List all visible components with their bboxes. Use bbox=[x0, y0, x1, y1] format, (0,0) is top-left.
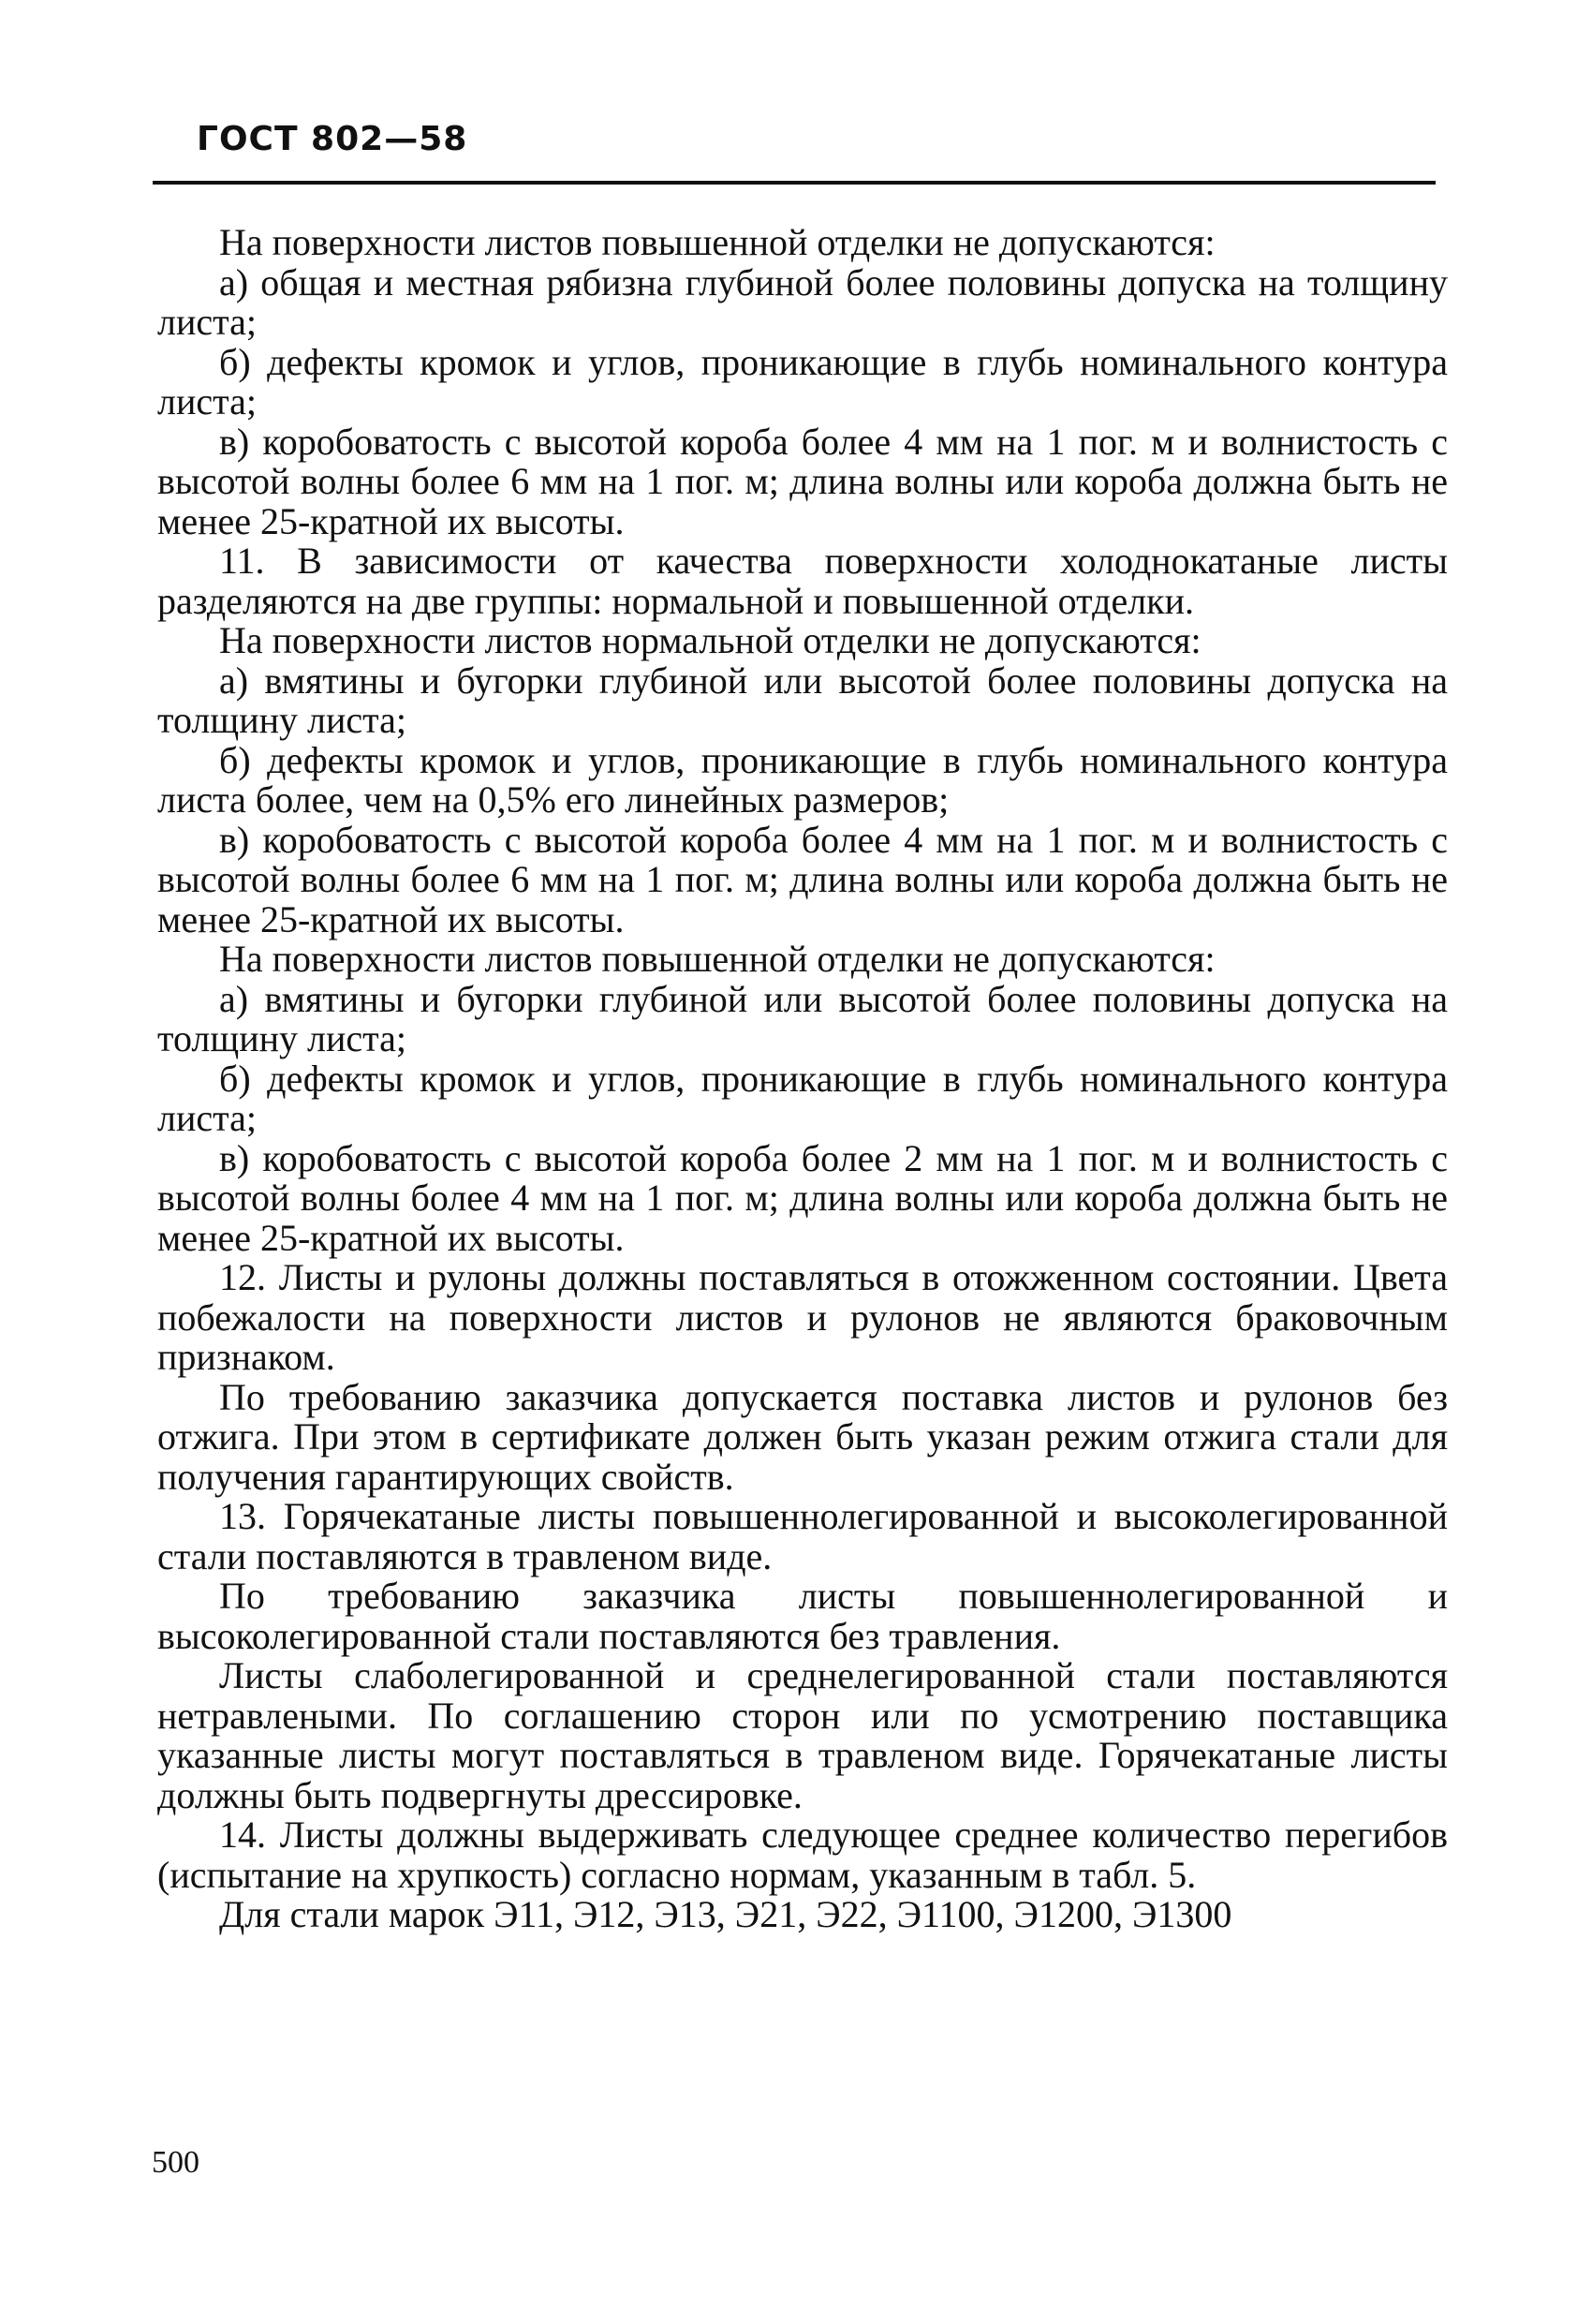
paragraph: в) коробоватость с высотой короба более 4 мм на 1 пог. м и волнистость с высотой волны более 6 мм на 1 пог. м; длина волны или короба должна быть не менее 25-кратной их высоты. bbox=[157, 818, 1448, 940]
paragraph: 14. Листы должны выдерживать следующее среднее количество перегибов (испытание на хрупкость) согласно нормам, указанным в табл. 5. bbox=[157, 1813, 1448, 1896]
document-body bbox=[157, 223, 1448, 1935]
paragraph: б) дефекты кромок и углов, проникающие в глубь номинального контура листа более, чем на 0,5% его линейных размеров; bbox=[157, 738, 1448, 821]
paragraph: 11. В зависимости от качества поверхности холоднокатаные листы разделяются на две группы: нормальной и повышенной отделки. bbox=[157, 540, 1448, 622]
page-number: 500 bbox=[152, 2145, 199, 2180]
paragraph: б) дефекты кромок и углов, проникающие в глубь номинального контура листа; bbox=[157, 340, 1448, 422]
paragraph: Листы слаболегированной и среднелегированной стали поставляются нетравлеными. По соглашению сторон или по усмотрению поставщика указанные листы могут поставляться в травленом виде. Горячекатаные листы должны быть подвергнуты дрессировке. bbox=[157, 1654, 1448, 1816]
paragraph: На поверхности листов повышенной отделки не допускаются: bbox=[219, 938, 1216, 980]
paragraph: а) вмятины и бугорки глубиной или высотой более половины допуска на толщину листа; bbox=[157, 977, 1448, 1059]
paragraph: в) коробоватость с высотой короба более 2 мм на 1 пог. м и волнистость с высотой волны более 4 мм на 1 пог. м; длина волны или короба должна быть не менее 25-кратной их высоты. bbox=[157, 1136, 1448, 1259]
paragraph: По требованию заказчика листы повышеннолегированной и высоколегированной стали поставляются без травления. bbox=[157, 1575, 1448, 1657]
paragraph: 12. Листы и рулоны должны поставляться в отожженном состоянии. Цвета побежалости на поверхности листов и рулонов не являются браковочным признаком. bbox=[157, 1256, 1448, 1378]
paragraph: а) общая и местная рябизна глубиной более половины допуска на толщину листа; bbox=[157, 260, 1448, 343]
standard-header: ГОСТ 802—58 bbox=[197, 120, 468, 158]
paragraph: На поверхности листов нормальной отделки не допускаются: bbox=[219, 619, 1201, 661]
paragraph: в) коробоватость с высотой короба более 4 мм на 1 пог. м и волнистость с высотой волны более 6 мм на 1 пог. м; длина волны или короба должна быть не менее 25-кратной их высоты. bbox=[157, 420, 1448, 542]
paragraph: а) вмятины и бугорки глубиной или высотой более половины допуска на толщину листа; bbox=[157, 659, 1448, 741]
paragraph: По требованию заказчика допускается поставка листов и рулонов без отжига. При этом в сертификате должен быть указан режим отжига стали для получения гарантирующих свойств. bbox=[157, 1375, 1448, 1498]
paragraph: 13. Горячекатаные листы повышеннолегированной и высоколегированной стали поставляются в травленом виде. bbox=[157, 1495, 1448, 1577]
paragraph: б) дефекты кромок и углов, проникающие в глубь номинального контура листа; bbox=[157, 1057, 1448, 1139]
header-rule bbox=[153, 181, 1436, 185]
paragraph: Для стали марок Э11, Э12, Э13, Э21, Э22, Э1100, Э1200, Э1300 bbox=[219, 1893, 1232, 1935]
paragraph: На поверхности листов повышенной отделки не допускаются: bbox=[219, 221, 1216, 263]
